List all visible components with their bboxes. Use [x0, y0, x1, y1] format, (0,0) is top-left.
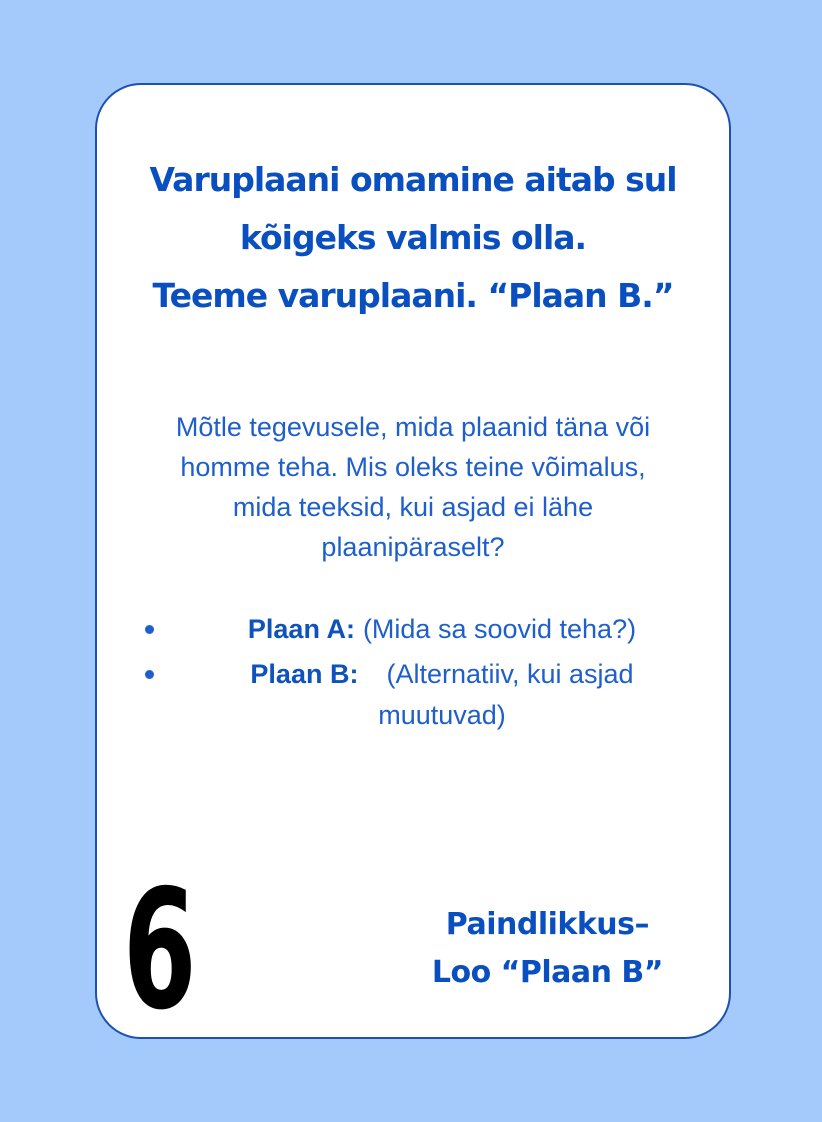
bullet-dot-icon	[145, 625, 154, 634]
bullet-label: Plaan B:	[250, 659, 359, 689]
flashcard	[95, 83, 731, 1046]
bullet-text: (Mida sa soovid teha?)	[362, 614, 637, 644]
title-line: Teeme varuplaani. “Plaan B.”	[152, 276, 674, 315]
body-line: plaanipäraselt?	[321, 532, 505, 562]
bullet-content	[191, 659, 693, 736]
bullet-text: (Alternatiiv, kui asjad	[386, 659, 634, 689]
title-line: kõigeks valmis olla.	[239, 218, 587, 257]
bullet-text-line2: muutuvad)	[378, 700, 506, 730]
card-footer	[432, 901, 663, 997]
title-line: Varuplaani omamine aitab sul	[149, 160, 677, 199]
card-number: 6	[123, 854, 197, 1046]
body-line: homme teha. Mis oleks teine võimalus,	[180, 452, 646, 482]
bullet-content	[248, 614, 636, 644]
footer-line: Loo “Plaan B”	[431, 955, 663, 990]
list-item-plan-a	[133, 609, 693, 650]
bullet-label: Plaan A:	[247, 614, 355, 644]
body-line: Mõtle tegevusele, mida plaanid täna või	[175, 412, 651, 442]
card-body-text	[97, 407, 729, 567]
bullet-dot-icon	[145, 670, 154, 679]
list-item-plan-b	[133, 654, 693, 736]
plan-bullet-list	[133, 609, 693, 736]
card-title	[97, 151, 729, 325]
body-line: mida teeksid, kui asjad ei lähe	[232, 492, 594, 522]
footer-line: Paindlikkus–	[445, 907, 650, 942]
